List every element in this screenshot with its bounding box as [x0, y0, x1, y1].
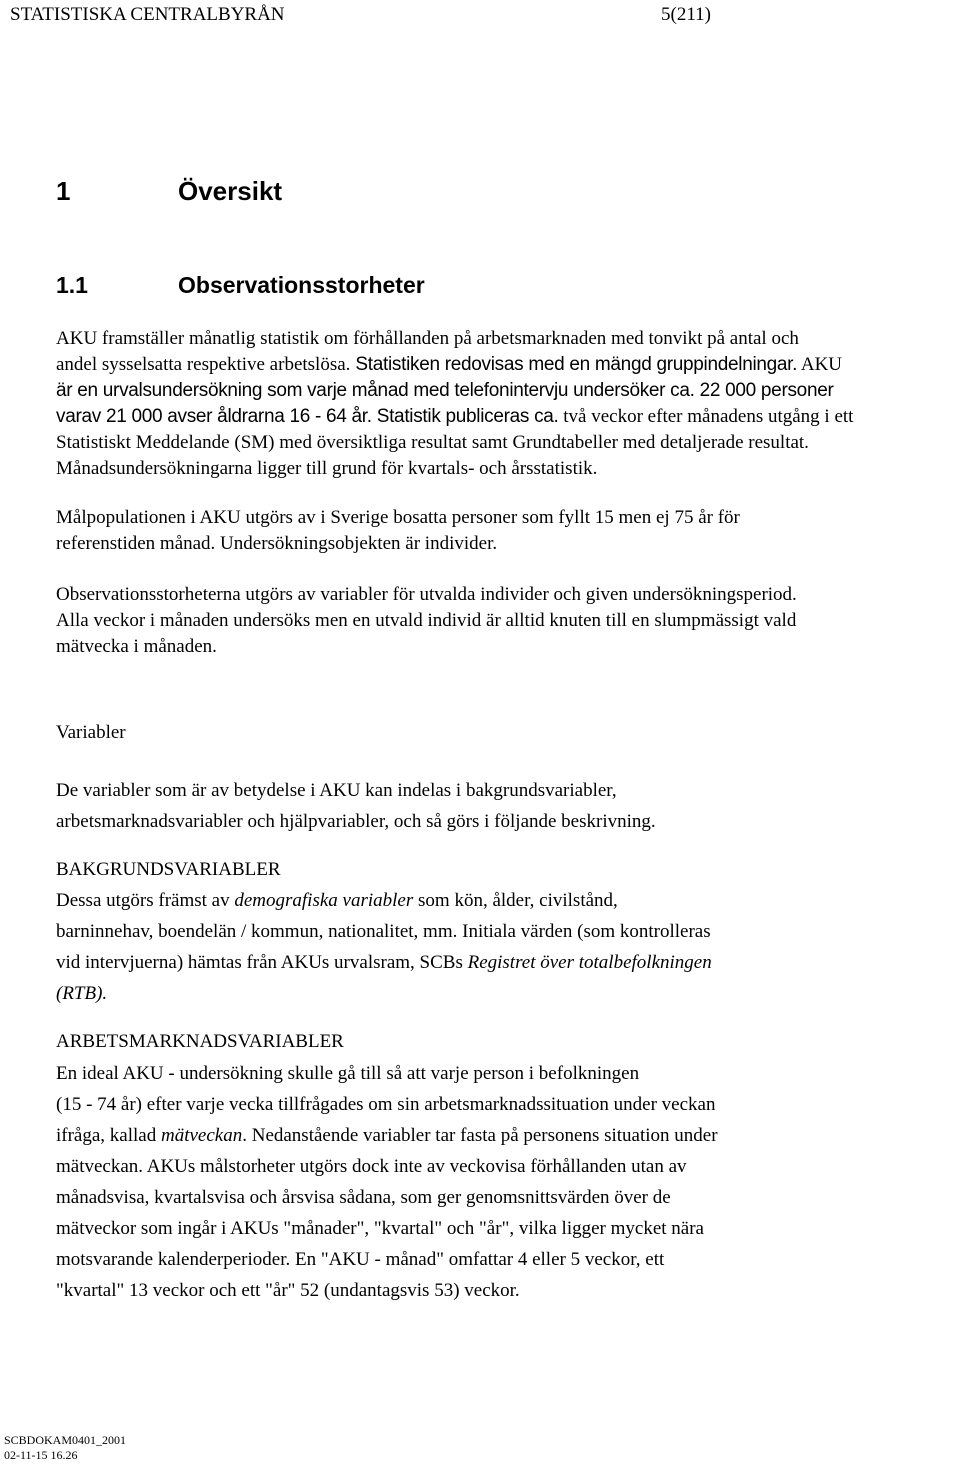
intro-line: [56, 352, 941, 378]
arbetsmarknad-line: [56, 1120, 941, 1151]
intro-text: är en urvalsundersökning som varje månad med telefonintervju undersöker ca.: [56, 380, 695, 401]
population-paragraph: [56, 505, 941, 557]
arbetsmarknad-line: "kvartal" 13 veckor och ett "år" 52 (undantagsvis 53) veckor.: [56, 1280, 520, 1301]
header-organization: STATISTISKA CENTRALBYRÅN: [10, 4, 285, 25]
intro-line: Statistiskt Meddelande (SM) med översiktliga resultat samt Grundtabeller med detaljerade resultat.: [56, 432, 809, 453]
arbetsmarknad-emphasis: mätveckan: [160, 1125, 243, 1146]
intro-text: Statistik publiceras ca.: [371, 406, 559, 427]
arbetsmarknad-paragraph: [56, 1058, 941, 1306]
bakgrund-line: barninnehav, boendelän / kommun, nationalitet, mm. Initiala värden (som kontrolleras: [56, 921, 711, 942]
population-line: referenstiden månad. Undersökningsobjekten är individer.: [56, 533, 498, 554]
footer-date: 02-11-15 16.26: [4, 1448, 78, 1462]
bakgrund-heading: BAKGRUNDSVARIABLER: [56, 859, 281, 880]
observation-line: Observationsstorheterna utgörs av variabler för utvalda individer och given undersökningsperiod.: [56, 584, 797, 605]
intro-text: varav 21 000 avser åldrarna 16 - 64 år.: [56, 406, 372, 427]
chapter-title: Översikt: [178, 176, 283, 206]
bakgrund-emphasis: Registret över totalbefolkningen: [467, 952, 712, 973]
bakgrund-text: vid intervjuerna) hämtas från AKUs urvalsram, SCBs: [56, 952, 468, 973]
page-header: [10, 4, 711, 26]
page-footer: [4, 1433, 126, 1463]
header-page-number: 5(211): [661, 4, 711, 25]
bakgrund-text: som kön, ålder, civilstånd,: [413, 890, 618, 911]
bakgrund-emphasis: (RTB).: [56, 983, 108, 1004]
variabler-line: De variabler som är av betydelse i AKU kan indelas i bakgrundsvariabler,: [56, 780, 617, 801]
intro-line: [56, 378, 941, 404]
bakgrund-line: [56, 885, 941, 916]
arbetsmarknad-line: (15 - 74 år) efter varje vecka tillfrågades om sin arbetsmarknadssituation under veckan: [56, 1094, 716, 1115]
observation-line: Alla veckor i månaden undersöks men en utvald individ är alltid knuten till en slumpmässigt vald: [56, 610, 797, 631]
section-title: Observationsstorheter: [178, 272, 425, 298]
intro-line: [56, 404, 941, 430]
arbetsmarknad-line: mätveckan. AKUs målstorheter utgörs dock inte av veckovisa förhållanden utan av: [56, 1156, 687, 1177]
bakgrund-line: [56, 978, 941, 1009]
observation-paragraph: [56, 582, 941, 660]
observation-line: mätvecka i månaden.: [56, 636, 217, 657]
section-heading: [56, 270, 425, 300]
bakgrund-emphasis: demografiska variabler: [234, 890, 414, 911]
arbetsmarknad-line: mätveckor som ingår i AKUs "månader", "kvartal" och "år", vilka ligger mycket nära: [56, 1218, 704, 1239]
arbetsmarknad-text: ifråga, kallad: [56, 1125, 161, 1146]
intro-text: Statistiken redovisas med en mängd gruppindelningar.: [350, 354, 798, 375]
intro-text: 22 000 personer: [694, 380, 834, 401]
intro-paragraph: [56, 326, 941, 482]
intro-line: Månadsundersökningarna ligger till grund för kvartals- och årsstatistik.: [56, 458, 598, 479]
section-number: 1.1: [56, 272, 88, 298]
arbetsmarknad-line: motsvarande kalenderperioder. En "AKU - månad" omfattar 4 eller 5 veckor, ett: [56, 1249, 665, 1270]
bakgrund-line: [56, 947, 941, 978]
bakgrund-paragraph: [56, 885, 941, 1009]
arbetsmarknad-line: En ideal AKU - undersökning skulle gå till så att varje person i befolkningen: [56, 1063, 640, 1084]
arbetsmarknad-heading: ARBETSMARKNADSVARIABLER: [56, 1031, 344, 1052]
bakgrund-text: Dessa utgörs främst av: [56, 890, 235, 911]
intro-text: två veckor efter månadens utgång i ett: [558, 406, 854, 427]
variabler-line: arbetsmarknadsvariabler och hjälpvariabler, och så görs i följande beskrivning.: [56, 811, 656, 832]
arbetsmarknad-line: månadsvisa, kvartalsvisa och årsvisa sådana, som ger genomsnittsvärden över de: [56, 1187, 671, 1208]
chapter-heading: [56, 175, 282, 207]
chapter-number: 1: [56, 176, 71, 206]
population-line: Målpopulationen i AKU utgörs av i Sverige bosatta personer som fyllt 15 men ej 75 år för: [56, 507, 740, 528]
intro-text: andel sysselsatta respektive arbetslösa.: [56, 354, 351, 375]
intro-text: AKU: [797, 354, 843, 375]
variabler-heading: Variabler: [56, 722, 126, 743]
footer-document-id: SCBDOKAM0401_2001: [4, 1433, 127, 1447]
arbetsmarknad-text: . Nedanstående variabler tar fasta på personens situation under: [242, 1125, 718, 1146]
intro-line: AKU framställer månatlig statistik om förhållanden på arbetsmarknaden med tonvikt på antal och: [56, 328, 799, 349]
variabler-paragraph: [56, 775, 941, 837]
